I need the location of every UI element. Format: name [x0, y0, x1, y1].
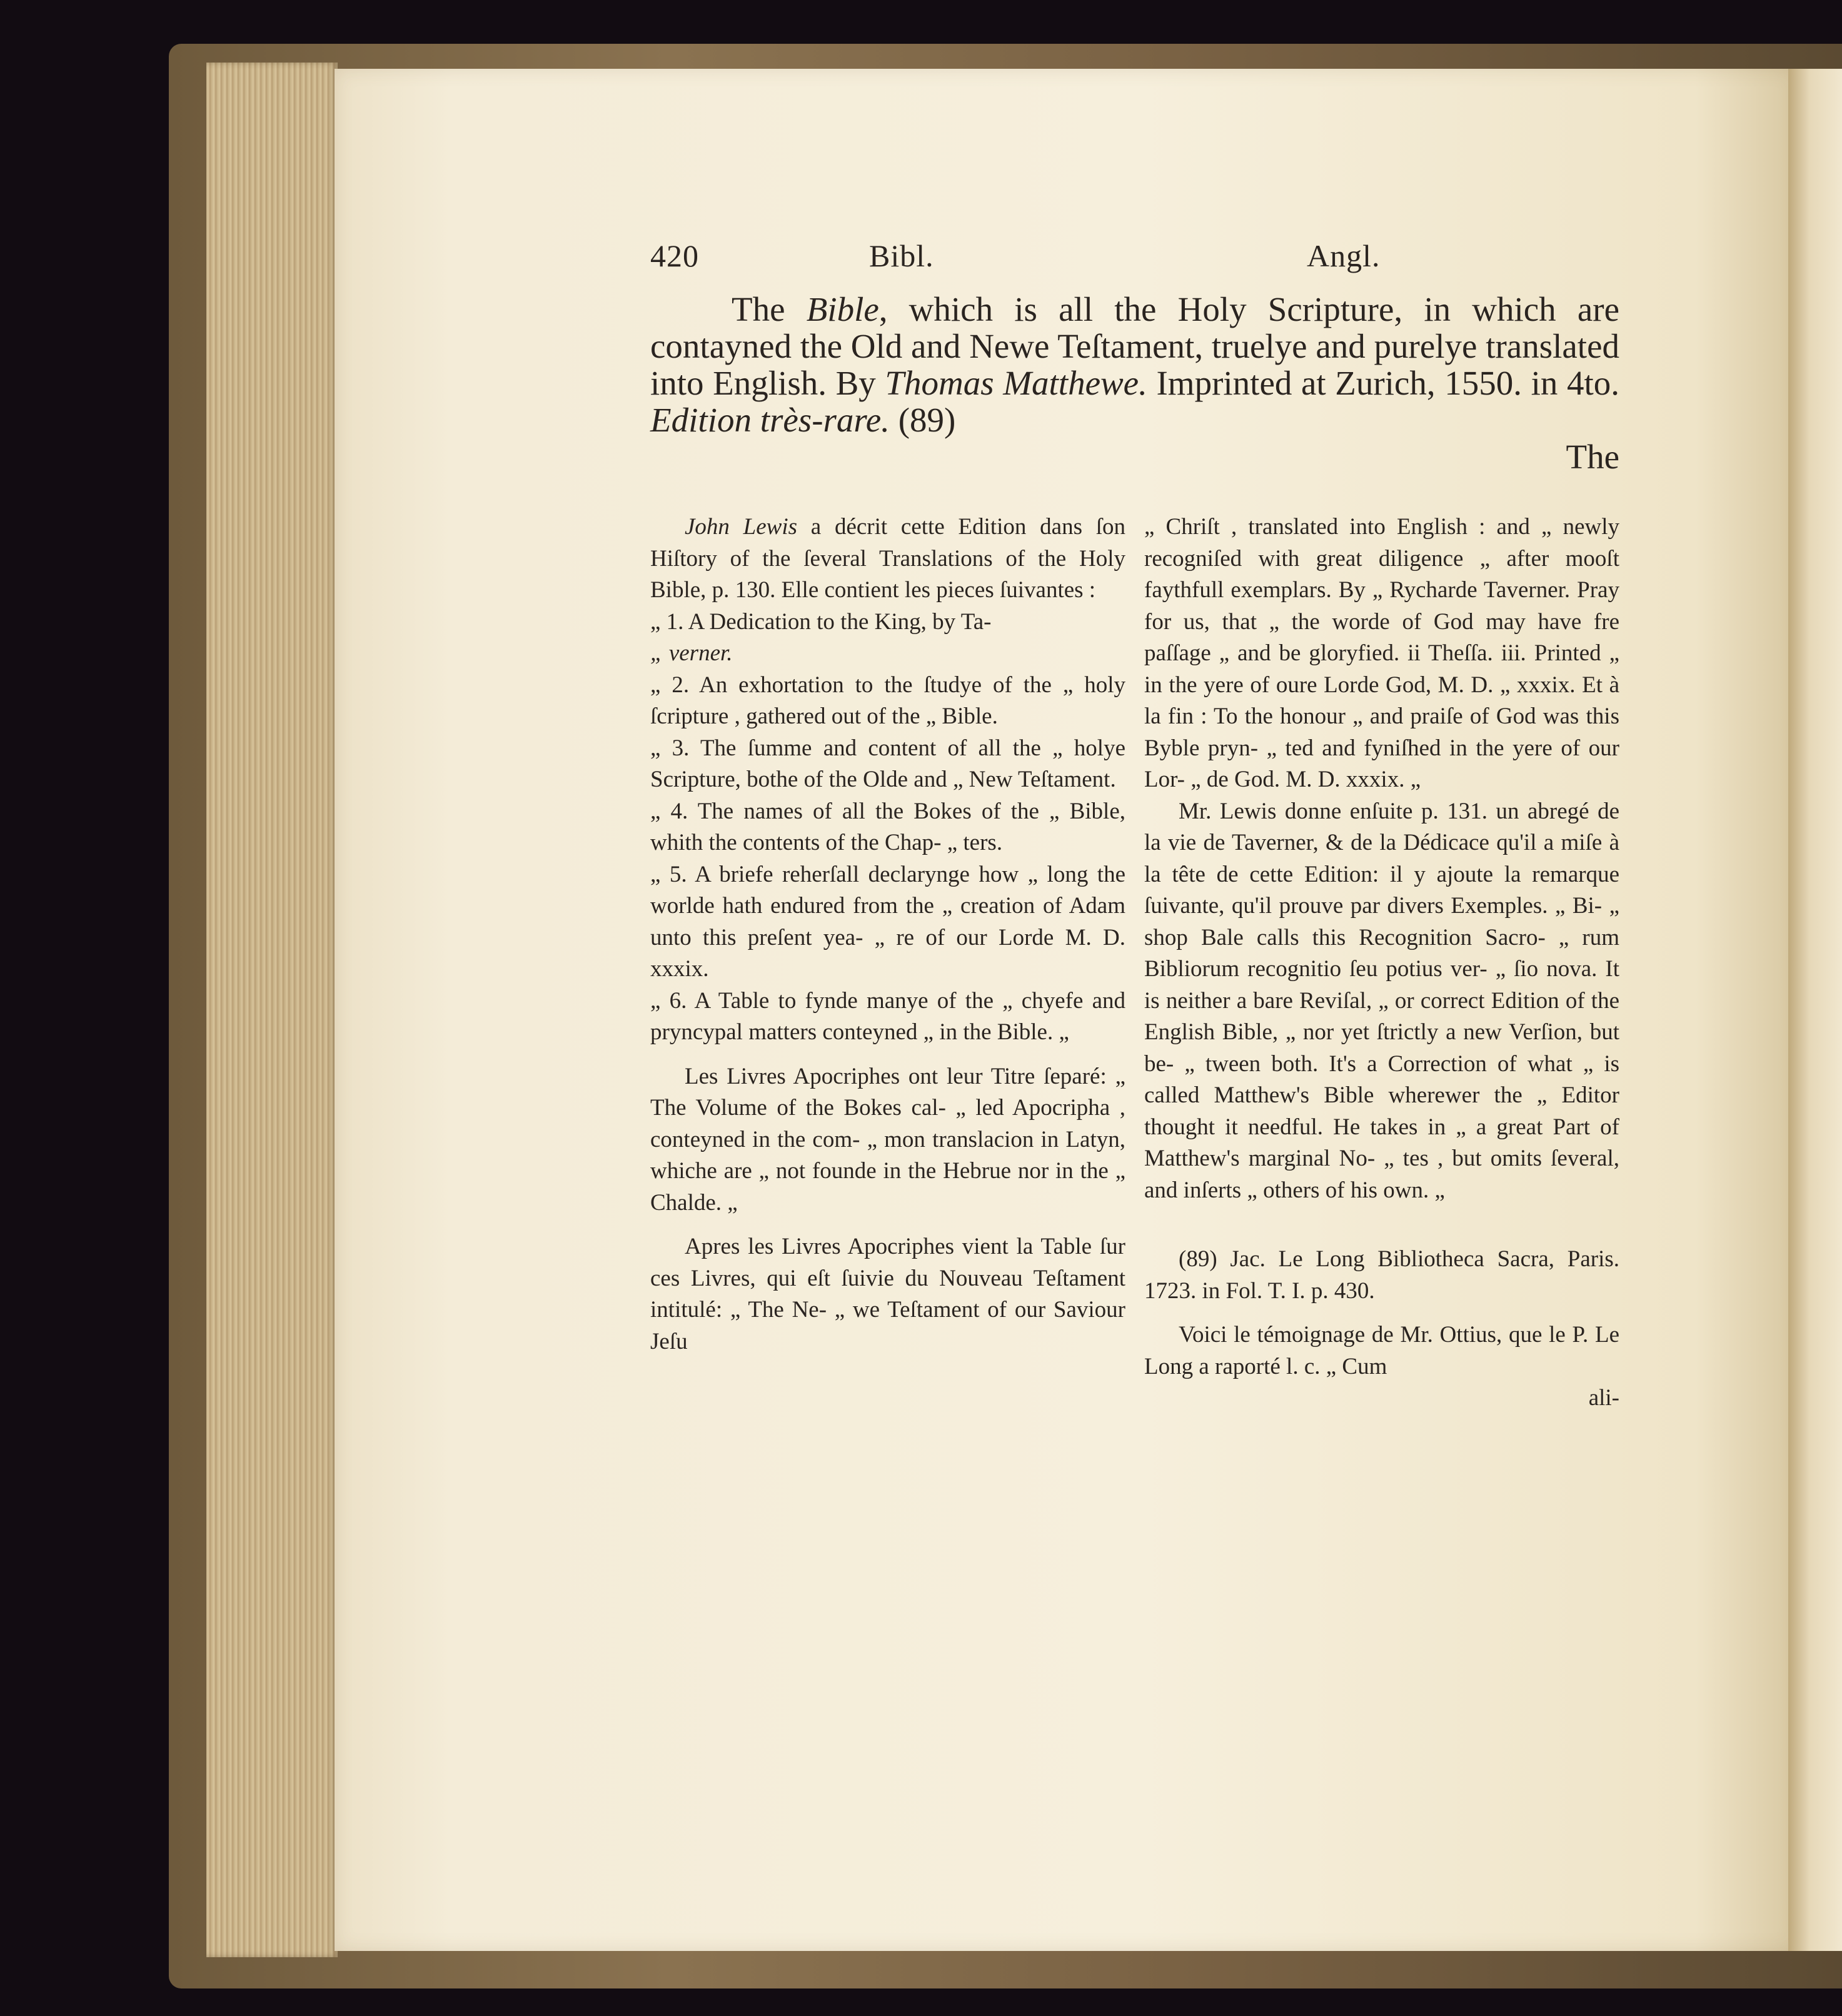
title-catchword: The — [1566, 438, 1619, 476]
list-item: „ 2. An exhortation to the ſtudye of the „ holy ſcripture , gathered out of the „ Bible. — [650, 672, 1125, 729]
running-head-right: Angl. — [1307, 238, 1381, 273]
intro-author-name: John Lewis — [685, 514, 798, 540]
list-item: „ 5. A briefe reherſall declarynge how „ long the worlde hath endured from the „ creation of Adam unto this preſent yea- „ re of our Lorde M. D. xxxix. — [650, 861, 1125, 982]
list-item: „ 3. The ſumme and content of all the „ holye Scripture, bothe of the Olde and „ New Teſtament. — [650, 735, 1125, 792]
bible-title-entry — [650, 291, 1619, 475]
intro-text: a décrit cette Edition dans ſon Hiſtory of the ſeveral Translations of the Holy Bible, p. 130. Elle contient les pieces ſuivantes : — [650, 514, 1126, 603]
lewis-paragraph: Mr. Lewis donne enſuite p. 131. un abregé de la vie de Taverner, & de la Dédicace qu'il a miſe à la tête de cette Edition: il y ajoute la remarque ſuivante, qu'il prouve par divers Exemples. „ Bi- „ shop Bale calls this Recognition Sacro- „ rum Bibliorum recognitio ſeu potius ver- „ ſio nova. It is neither a bare Reviſal, „ or correct Edition of the English Bible, „ nor yet ſtrictly a new Verſion, but be- „ tween both. It's a Correction of what „ is called Matthew's Bible wherewer the „ Editor thought it needful. He takes in „ a great Part of Matthew's marginal No- „ tes , but omits ſeveral, and inſerts „ others of his own. „ — [1144, 798, 1619, 1203]
footnote-89: (89) Jac. Le Long Bibliotheca Sacra, Paris. 1723. in Fol. T. I. p. 430. — [1144, 1246, 1619, 1304]
running-head — [650, 238, 1619, 281]
title-edition-note: Edition très-rare. — [650, 401, 890, 439]
apocrypha-paragraph: Les Livres Apocriphes ont leur Titre ſeparé: „ The Volume of the Bokes cal- „ led Apocripha , conteyned in the com- „ mon translacion in Latyn, whiche are „ not founde in the Hebrue nor in the „ Chalde. „ — [650, 1063, 1125, 1216]
page-number: 420 — [650, 238, 699, 273]
right-column — [1144, 512, 1619, 1414]
left-column — [650, 512, 1125, 1358]
title-imprint: Imprinted at Zurich, 1550. in 4to. — [1156, 364, 1620, 402]
title-author: Thomas Matthewe. — [885, 364, 1147, 402]
list-item: „ 4. The names of all the Bokes of the „ Bible, whith the contents of the Chap- „ ters. — [650, 798, 1125, 855]
new-testament-title: „ Chriſt , translated into English : and „ newly recogniſed with great diligence „ after mooſt faythfull exemplars. By „ Rycharde Taverner. Pray for us, that „ the worde of God may have fre paſſage „ and be gloryfied. ii Theſſa. iii. Printed „ in the yere of oure Lorde God, M. D. „ xxxix. Et à la fin : To the honour „ and praiſe of God was this Byble pryn- „ ted and fyniſhed in the yere of our Lor- „ de God. M. D. xxxix. „ — [1144, 514, 1619, 792]
title-footnote-ref: (89) — [898, 401, 956, 439]
list-item: „ 1. A Dedication to the King, by Ta- — [650, 608, 992, 635]
table-paragraph: Apres les Livres Apocriphes vient la Table ſur ces Livres, qui eſt ſuivie du Nouveau Teſtament intitulé: „ The Ne- „ we Teſtament of our Saviour Jeſu — [650, 1234, 1125, 1354]
column-catchword: ali- — [1588, 1385, 1619, 1411]
facing-page-edge — [1788, 69, 1842, 1951]
running-head-left: Bibl. — [869, 238, 934, 273]
list-item: „ verner. — [650, 640, 733, 666]
list-item: „ 6. A Table to fynde manye of the „ chyefe and pryncypal matters conteyned „ in the Bible. „ — [650, 987, 1125, 1045]
page-edges — [206, 63, 338, 1957]
title-text: , which is all the Holy Scripture, in which are contayned the Old and Newe Teſtament, truelye and purelye translated into English. By — [650, 290, 1619, 402]
ottius-paragraph: Voici le témoignage de Mr. Ottius, que le P. Le Long a raporté l. c. „ Cum — [1144, 1322, 1619, 1379]
title-bible-word: Bible — [806, 290, 879, 328]
title-word: The — [732, 290, 785, 328]
